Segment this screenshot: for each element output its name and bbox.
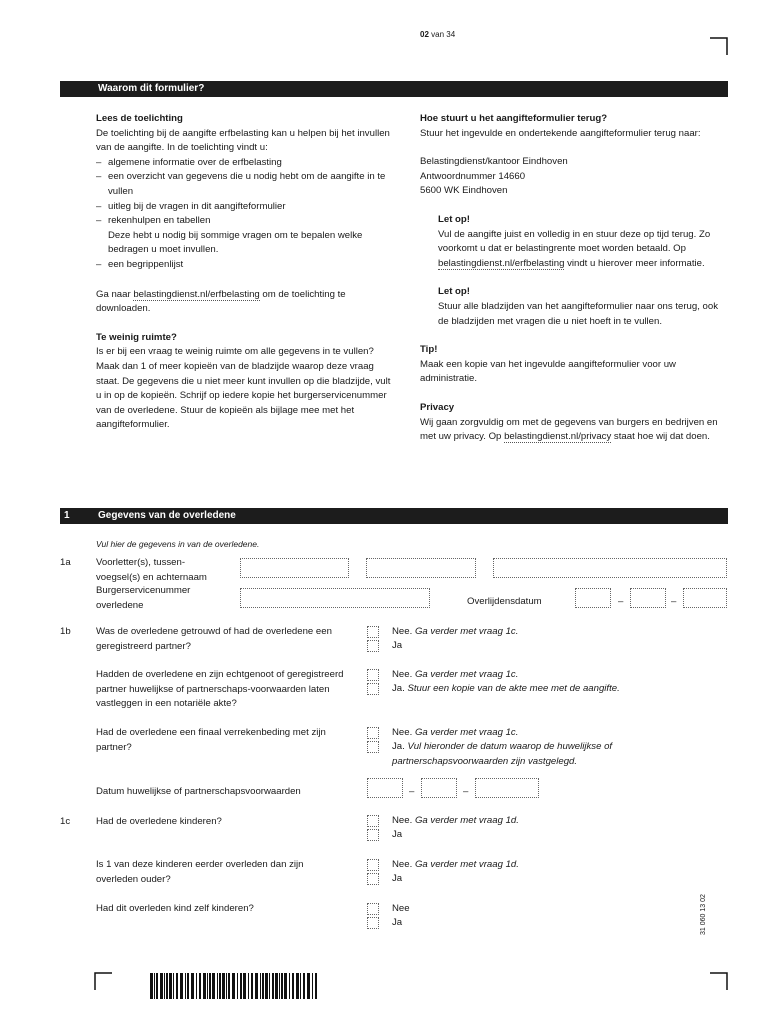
- prenup-month-field[interactable]: [421, 778, 457, 798]
- option-no: [392, 625, 518, 640]
- corner-mark-top-right: [710, 37, 728, 55]
- checkbox-yes[interactable]: [367, 873, 379, 885]
- address-line: Antwoordnummer 14660: [420, 170, 526, 182]
- checkbox-yes[interactable]: [367, 683, 379, 695]
- checkbox-no[interactable]: [367, 626, 379, 638]
- checkbox-no[interactable]: [367, 669, 379, 681]
- bsn-label: Burgerservicenummer overledene: [96, 585, 191, 611]
- option-hint: Ga verder met vraag 1c.: [414, 626, 519, 637]
- form-code: 31 060 13 02: [700, 894, 707, 935]
- checkbox-no[interactable]: [367, 903, 379, 915]
- prefix-field[interactable]: [366, 558, 476, 578]
- tip-text: Maak een kopie van het ingevulde aangifteformulier voor uw administratie.: [420, 358, 676, 385]
- checkbox-no[interactable]: [367, 727, 379, 739]
- death-month-field[interactable]: [630, 588, 666, 608]
- date-separator: –: [463, 786, 469, 797]
- heading-read-explanation: Lees de toelichting: [96, 113, 183, 124]
- option-yes: Ja: [392, 873, 403, 884]
- section-header-deceased: [60, 508, 728, 524]
- privacy-heading: Privacy: [420, 401, 455, 413]
- option-no: [392, 814, 519, 829]
- list-item: – uitleg bij de vragen in dit aangifteformulier: [96, 200, 396, 215]
- option-text: Ja.: [392, 683, 405, 694]
- option-text: Nee.: [392, 669, 413, 680]
- question-number: 1a: [60, 557, 71, 568]
- question-grandchildren: Had dit overleden kind zelf kinderen?: [96, 903, 254, 914]
- option-text: Nee.: [392, 859, 413, 870]
- section-header-why: [60, 81, 728, 97]
- page-number: 02: [420, 30, 429, 39]
- surname-field[interactable]: [493, 558, 727, 578]
- option-hint: Ga verder met vraag 1d.: [414, 859, 519, 870]
- explanation-list: [96, 156, 396, 229]
- option-no: Nee: [392, 903, 410, 914]
- death-year-field[interactable]: [683, 588, 727, 608]
- address-line: Belastingdienst/kantoor Eindhoven: [420, 156, 568, 168]
- option-text: Nee.: [392, 626, 413, 637]
- barcode: [150, 973, 320, 999]
- date-separator: –: [618, 596, 624, 607]
- privacy-text-post: staat hoe wij dat doen.: [611, 431, 710, 443]
- heading-return: Hoe stuurt u het aangifteformulier terug?: [420, 113, 608, 124]
- option-no: [392, 858, 519, 873]
- explanation-list-end: [96, 258, 396, 273]
- option-yes: Ja: [392, 640, 403, 651]
- info-right-column: [420, 112, 720, 445]
- question-prenup: Hadden de overledene en zijn echtgenoot of geregistreerd partner huwelijkse of partnerschaps-voorwaarden laten vastleggen in een notariële akte?: [96, 669, 344, 710]
- note-block-1: [420, 213, 720, 329]
- page-total: van 34: [431, 30, 456, 39]
- date-separator: –: [671, 596, 677, 607]
- note-text: [438, 228, 720, 272]
- download-text-post: om de toelichting te downloaden.: [96, 288, 346, 315]
- option-hint: Vul hieronder de datum waarop de huwelijkse of partnerschapsvoorwaarden zijn vastgelegd.: [392, 741, 613, 767]
- option-no: [392, 726, 518, 741]
- option-yes: Ja: [392, 917, 403, 928]
- note-text: Stuur alle bladzijden van het aangifteformulier naar ons terug, ook de bladzijden met vragen die u niet hoeft in te vullen.: [438, 300, 718, 327]
- tip-heading: Tip!: [420, 344, 438, 356]
- option-no: [392, 668, 518, 683]
- checkbox-no[interactable]: [367, 859, 379, 871]
- checkbox-yes[interactable]: [367, 829, 379, 841]
- section-title: Waarom dit formulier?: [98, 83, 205, 94]
- option-text: Ja.: [392, 741, 405, 752]
- name-label: Voorletter(s), tussen-voegsel(s) en achternaam: [96, 557, 207, 583]
- privacy-link[interactable]: belastingdienst.nl/privacy: [504, 431, 612, 443]
- page-indicator: [420, 28, 455, 43]
- return-text: Stuur het ingevulde en ondertekende aangifteformulier terug naar:: [420, 127, 701, 139]
- prenup-day-field[interactable]: [367, 778, 403, 798]
- date-separator: –: [409, 786, 415, 797]
- question-child-died: Is 1 van deze kinderen eerder overleden dan zijn overleden ouder?: [96, 859, 304, 885]
- note-text-post: vindt u hierover meer informatie.: [564, 257, 705, 269]
- option-yes: [392, 740, 727, 769]
- explanation-text: De toelichting bij de aangifte erfbelasting kan u helpen bij het invullen van de aangifte. In de toelichting vindt u:: [96, 127, 390, 154]
- list-item: – een begrippenlijst: [96, 258, 396, 273]
- option-yes: Ja: [392, 829, 403, 840]
- bsn-field[interactable]: [240, 588, 430, 608]
- death-day-field[interactable]: [575, 588, 611, 608]
- question-married: Was de overledene getrouwd of had de overledene een geregistreerd partner?: [96, 626, 332, 652]
- option-text: Nee.: [392, 727, 413, 738]
- privacy-text-pre: Wij gaan zorgvuldig om met de gegevens van burgers en bedrijven en met uw privacy. Op: [420, 416, 718, 443]
- list-note: Deze hebt u nodig bij sommige vragen om te bepalen welke bedragen u moet invullen.: [108, 229, 363, 256]
- death-date-label: Overlijdensdatum: [467, 596, 542, 607]
- note-heading: Let op!: [438, 286, 470, 298]
- question-number: 1c: [60, 816, 71, 827]
- option-hint: Stuur een kopie van de akte mee met de aangifte.: [407, 683, 620, 694]
- option-hint: Ga verder met vraag 1c.: [414, 727, 519, 738]
- initials-field[interactable]: [240, 558, 349, 578]
- note-text-pre: Vul de aangifte juist en volledig in en stuur deze op tijd terug. Zo voorkomt u dat er belastingrente moet worden betaald. Op: [438, 228, 711, 255]
- option-hint: Ga verder met vraag 1d.: [414, 815, 519, 826]
- checkbox-yes[interactable]: [367, 640, 379, 652]
- option-hint: Ga verder met vraag 1c.: [414, 669, 519, 680]
- download-text: [96, 288, 396, 317]
- list-item: – rekenhulpen en tabellen: [96, 214, 396, 229]
- section-intro: Vul hier de gegevens in van de overledene.: [96, 539, 260, 549]
- prenup-date-label: Datum huwelijkse of partnerschapsvoorwaarden: [96, 786, 301, 797]
- erfbelasting-link[interactable]: belastingdienst.nl/erfbelasting: [438, 257, 565, 269]
- option-text: Nee.: [392, 815, 413, 826]
- prenup-year-field[interactable]: [475, 778, 539, 798]
- explanation-link[interactable]: belastingdienst.nl/erfbelasting: [133, 288, 260, 300]
- option-yes: [392, 682, 620, 697]
- heading-too-little-space: Te weinig ruimte?: [96, 331, 177, 343]
- download-text-pre: Ga naar: [96, 288, 134, 300]
- question-settlement: Had de overledene een finaal verrekenbeding met zijn partner?: [96, 727, 326, 753]
- corner-mark-bottom-left: [94, 972, 112, 990]
- section-title: Gegevens van de overledene: [98, 510, 236, 521]
- list-item: – een overzicht van gegevens die u nodig hebt om de aangifte in te vullen: [96, 170, 396, 199]
- checkbox-yes[interactable]: [367, 741, 379, 753]
- too-little-space-text: Is er bij een vraag te weinig ruimte om alle gegevens in te vullen? Maak dan 1 of meer kopieën van de bladzijde waarop deze vraag staat. De gegevens die u niet meer kunt invullen op die bladzijde, vult u in op de kopieën. Schrijf op iedere kopie het burgerservicenummer van de overledene. Stuur de kopieën als bijlage mee met het aangifteformulier.: [96, 346, 391, 431]
- section-number: 1: [64, 510, 70, 521]
- note-heading: Let op!: [438, 213, 470, 225]
- info-left-column: [96, 112, 396, 433]
- address-line: 5600 WK Eindhoven: [420, 185, 508, 197]
- checkbox-no[interactable]: [367, 815, 379, 827]
- checkbox-yes[interactable]: [367, 917, 379, 929]
- question-number: 1b: [60, 626, 71, 637]
- privacy-text: [420, 416, 720, 445]
- list-item: – algemene informatie over de erfbelasting: [96, 156, 396, 171]
- corner-mark-bottom-right: [710, 972, 728, 990]
- question-children: Had de overledene kinderen?: [96, 816, 222, 827]
